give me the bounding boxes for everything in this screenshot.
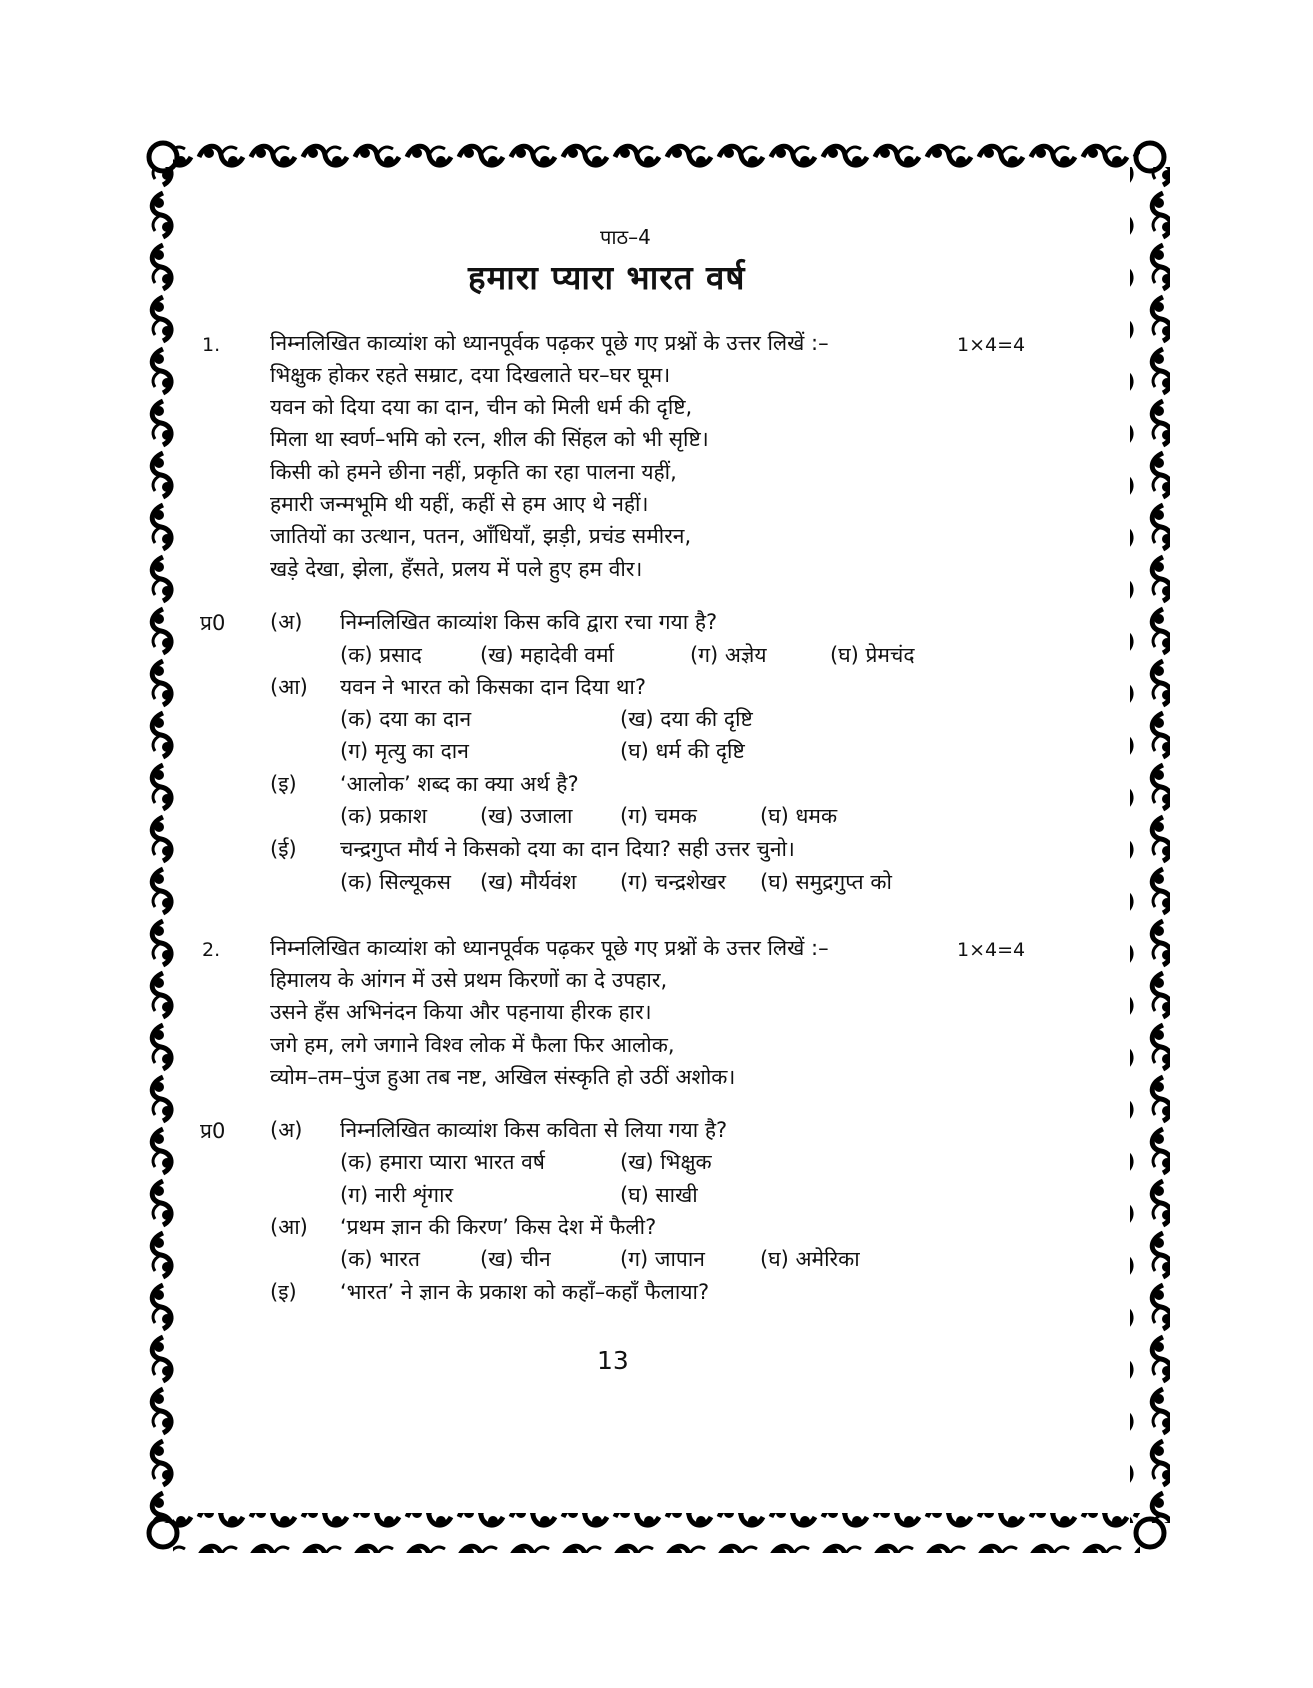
sub-question-label: (अ) [270,610,303,634]
option: (ग) चन्द्रशेखर [620,870,726,894]
option: (घ) प्रेमचंद [830,643,915,667]
poem-line: खड़े देखा, झेला, हँसते, प्रलय में पले हुए हम वीर। [270,557,643,581]
poem-line: किसी को हमने छीना नहीं, प्रकृति का रहा पालना यहीं, [270,460,677,484]
question-instruction: निम्नलिखित काव्यांश को ध्यानपूर्वक पढ़कर पूछे गए प्रश्नों के उत्तर लिखें :– [270,936,829,960]
option: (ग) मृत्यु का दान [340,739,469,763]
option: (घ) धर्म की दृष्टि [620,739,745,763]
poem-line: भिक्षुक होकर रहते सम्राट, दया दिखलाते घर–घर घूम। [270,363,671,387]
option: (क) दया का दान [340,707,472,731]
option: (घ) अमेरिका [760,1247,860,1271]
poem-line: व्योम–तम–पुंज हुआ तब नष्ट, अखिल संस्कृति हो उठीं अशोक। [270,1065,736,1089]
sub-question-text: ‘भारत’ ने ज्ञान के प्रकाश को कहाँ–कहाँ फैलाया? [340,1280,710,1304]
option: (क) भारत [340,1247,420,1271]
question-number: 2. [202,939,221,961]
option: (ग) जापान [620,1247,705,1271]
sub-question-text: यवन ने भारत को किसका दान दिया था? [340,675,647,699]
poem-line: यवन को दिया दया का दान, चीन को मिली धर्म की दृष्टि, [270,395,693,419]
poem-line: जगे हम, लगे जगाने विश्व लोक में फैला फिर आलोक, [270,1033,675,1057]
option: (घ) साखी [620,1183,698,1207]
sub-question-label: (ई) [270,837,297,861]
option: (ख) मौर्यवंश [480,870,577,894]
sub-question-text: निम्नलिखित काव्यांश किस कवि द्वारा रचा गया है? [340,610,718,634]
option: (ग) अज्ञेय [690,643,767,667]
page-title: हमारा प्यारा भारत वर्ष [468,258,746,297]
question-prefix: प्र0 [200,1119,226,1143]
sub-question-text: चन्द्रगुप्त मौर्य ने किसको दया का दान दिया? सही उत्तर चुनो। [340,837,795,861]
lesson-label: पाठ–4 [600,225,651,249]
sub-question-label: (अ) [270,1118,303,1142]
marks: 1×4=4 [957,939,1026,961]
sub-question-label: (आ) [270,675,308,699]
option: (घ) धमक [760,804,838,828]
marks: 1×4=4 [957,334,1026,356]
sub-question-label: (इ) [270,772,297,796]
sub-question-text: ‘प्रथम ज्ञान की किरण’ किस देश में फैली? [340,1215,657,1239]
option: (ख) उजाला [480,804,573,828]
option: (ख) महादेवी वर्मा [480,643,615,667]
option: (क) प्रसाद [340,643,422,667]
poem-line: हमारी जन्मभूमि थी यहीं, कहीं से हम आए थे नहीं। [270,492,649,516]
poem-line: हिमालय के आंगन में उसे प्रथम किरणों का दे उपहार, [270,968,668,992]
sub-question-text: ‘आलोक’ शब्द का क्या अर्थ है? [340,772,579,796]
option: (क) प्रकाश [340,804,427,828]
sub-question-label: (इ) [270,1280,297,1304]
option: (क) हमारा प्यारा भारत वर्ष [340,1150,545,1174]
question-number: 1. [202,334,221,356]
option: (घ) समुद्रगुप्त को [760,870,892,894]
option: (ख) दया की दृष्टि [620,707,753,731]
option: (ख) भिक्षुक [620,1150,712,1174]
poem-line: जातियों का उत्थान, पतन, आँधियाँ, झड़ी, प्रचंड समीरन, [270,524,692,548]
option: (ग) चमक [620,804,697,828]
question-instruction: निम्नलिखित काव्यांश को ध्यानपूर्वक पढ़कर पूछे गए प्रश्नों के उत्तर लिखें :– [270,331,829,355]
sub-question-label: (आ) [270,1215,308,1239]
poem-line: उसने हँस अभिनंदन किया और पहनाया हीरक हार। [270,1000,652,1024]
question-prefix: प्र0 [200,611,226,635]
option: (ख) चीन [480,1247,551,1271]
page-number: 13 [597,1346,629,1375]
option: (क) सिल्यूकस [340,870,451,894]
option: (ग) नारी शृंगार [340,1183,454,1207]
sub-question-text: निम्नलिखित काव्यांश किस कविता से लिया गया है? [340,1118,728,1142]
poem-line: मिला था स्वर्ण–भमि को रत्न, शील की सिंहल को भी सृष्टि। [270,427,709,451]
